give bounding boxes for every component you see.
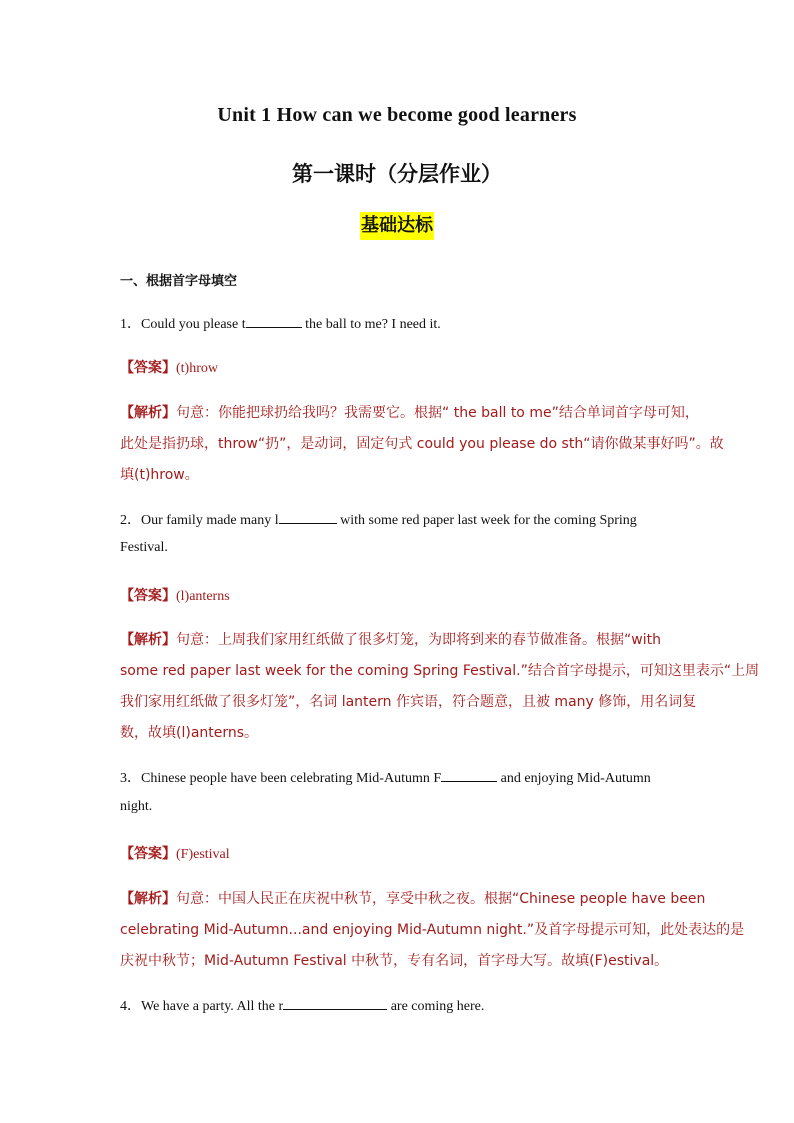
analysis-2-line-3: 我们家用红纸做了很多灯笼”，名词 lantern 作宾语，符合题意，且被 many 修饰，用名词复: [120, 694, 697, 710]
answer-tag: 【答案】: [120, 360, 176, 376]
analysis-1-line-3: 填(t)hrow。: [120, 467, 199, 483]
question-1: [120, 313, 680, 333]
question-3-blank: [441, 768, 497, 782]
question-2-blank: [279, 510, 337, 524]
analysis-text: 句意：你能把球扔给我吗？我需要它。根据“ the ball to me”结合单词首字母可知，: [176, 405, 699, 421]
question-1-blank: [246, 314, 302, 328]
analysis-3-line-1: [120, 888, 706, 908]
question-2-line-2: Festival.: [120, 540, 168, 555]
analysis-3-line-3: 庆祝中秋节；Mid-Autumn Festival 中秋节，专有名词，首字母大写。故填(F)estival。: [120, 953, 669, 969]
analysis-3-line-2: celebrating Mid-Autumn...and enjoying Mid-Autumn night.”及首字母提示可知，此处表达的是: [120, 922, 745, 938]
question-4: [120, 995, 680, 1015]
question-4-text: 4．We have a party. All the r: [120, 999, 284, 1014]
question-2: [120, 509, 680, 529]
level-heading-wrap: [0, 212, 794, 240]
analysis-tag: 【解析】: [120, 891, 176, 907]
answer-2: [120, 585, 680, 605]
question-4-text-end: are coming here.: [387, 999, 485, 1014]
unit-title: Unit 1 How can we become good learners: [217, 104, 577, 126]
analysis-text: 句意：上周我们家用红纸做了很多灯笼，为即将到来的春节做准备。根据“with: [176, 632, 661, 648]
answer-tag: 【答案】: [120, 846, 176, 862]
answer-tag: 【答案】: [120, 588, 176, 604]
section-heading: 一、根据首字母填空: [120, 274, 238, 289]
analysis-text: 句意：中国人民正在庆祝中秋节，享受中秋之夜。根据“Chinese people have been: [176, 891, 706, 907]
question-3: [120, 767, 680, 787]
answer-2-value: (l)anterns: [176, 589, 230, 604]
question-3-line-2: night.: [120, 799, 153, 814]
question-1-text-end: the ball to me? I need it.: [301, 317, 441, 332]
answer-1-value: (t)hrow: [176, 361, 218, 376]
question-2-text-end: with some red paper last week for the coming Spring: [336, 513, 637, 528]
analysis-1-line-2: 此处是指扔球，throw“扔”，是动词，固定句式 could you please do sth“请你做某事好吗”。故: [120, 436, 724, 452]
question-3-text-end: and enjoying Mid-Autumn: [497, 771, 651, 786]
question-2-text: 2．Our family made many l: [120, 513, 279, 528]
level-heading: 基础达标: [360, 212, 434, 240]
analysis-2-line-1: [120, 629, 680, 649]
answer-1: [120, 357, 680, 377]
question-4-blank: [283, 996, 387, 1010]
question-3-text: 3．Chinese people have been celebrating Mid-Autumn F: [120, 771, 442, 786]
analysis-1-line-1: [120, 402, 699, 422]
analysis-2-line-4: 数，故填(l)anterns。: [120, 725, 259, 741]
analysis-2-line-2: some red paper last week for the coming Spring Festival.”结合首字母提示，可知这里表示“上周: [120, 663, 760, 679]
answer-3: [120, 843, 680, 863]
lesson-subtitle: 第一课时（分层作业）: [292, 162, 502, 186]
analysis-tag: 【解析】: [120, 632, 176, 648]
analysis-tag: 【解析】: [120, 405, 176, 421]
question-1-text: 1．Could you please t: [120, 317, 246, 332]
answer-3-value: (F)estival: [176, 847, 230, 862]
